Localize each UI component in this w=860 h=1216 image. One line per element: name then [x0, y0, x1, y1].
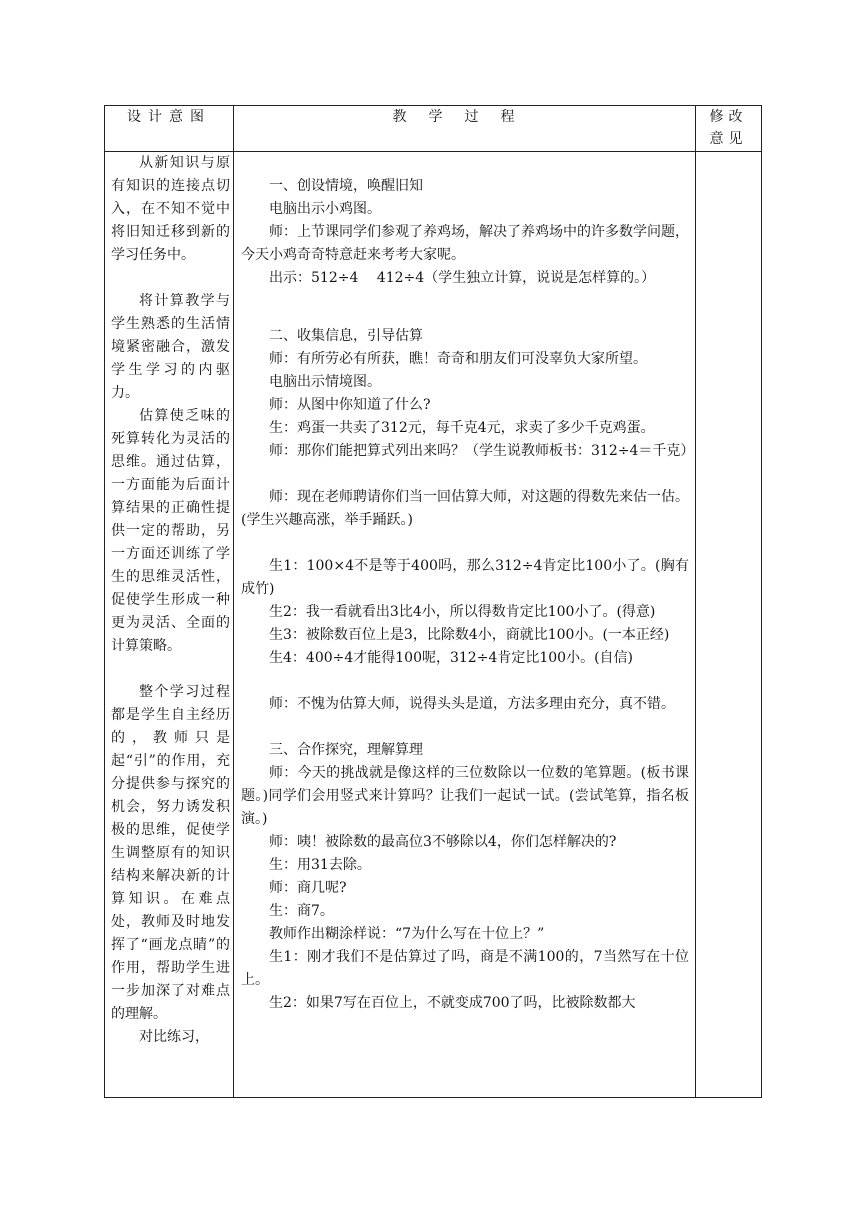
process-line: 生4：400÷4才能得100呢，312÷4肯定比100小。(自信): [269, 650, 633, 666]
process-line: 师：今天的挑战就是像这样的三位数除以一位数的笔算题。(板书课题。)同学们会用竖式来计算吗？让我们一起试一试。(尝试笔算，指名板演。): [241, 765, 689, 827]
process-line: 师：从图中你知道了什么?: [269, 397, 431, 413]
process-line: 师：上节课同学们参观了养鸡场，解决了养鸡场中的许多数学问题，今天小鸡奇奇特意赶来考考大家呢。: [241, 224, 689, 263]
section-heading: 三、合作探究，理解算理: [269, 742, 423, 758]
design-paragraph: 从新知识与原有知识的连接点切入，在不知不觉中将旧知迁移到新的学习任务中。: [111, 155, 230, 263]
process-line: 生1：刚才我们不是估算过了吗，商是不满100的，7当然写在十位上。: [241, 949, 689, 988]
process-line: 生2：我一看就看出3比4小，所以得数肯定比100小了。(得意): [269, 604, 656, 620]
section-heading: 二、收集信息，引导估算: [269, 328, 423, 344]
header-teaching-process: 教学过程: [234, 106, 696, 152]
process-line: 生：用31去除。: [269, 857, 371, 873]
process-line: 电脑出示情境图。: [269, 374, 381, 390]
process-line: 生：鸡蛋一共卖了312元，每千克4元，求卖了多少千克鸡蛋。: [269, 420, 655, 436]
process-line: 师：有所劳必有所获，瞧！奇奇和朋友们可没辜负大家所望。: [269, 351, 647, 367]
table-body-row: [105, 152, 762, 1098]
process-line: 师：商几呢?: [269, 880, 347, 896]
design-paragraph: 将计算教学与学生熟悉的生活情境紧密融合，激发学生学习的内驱力。: [111, 293, 230, 401]
process-line: 电脑出示小鸡图。: [269, 201, 381, 217]
process-line: 教师作出糊涂样说：“7为什么写在十位上？”: [269, 926, 545, 942]
design-intent-cell: [105, 152, 234, 1098]
design-paragraph: 估算使乏味的死算转化为灵活的思维。通过估算，一方面能为后面计算结果的正确性提供一定的帮助，另一方面还训练了学生的思维灵活性，促使学生形成一种更为灵活、全面的计算策略。: [111, 408, 230, 654]
header-revision-line2: 意见: [709, 131, 748, 147]
process-line: 生3：被除数百位上是3，比除数4小，商就比100小。(一本正经): [269, 627, 670, 643]
header-revision-line1: 修改: [709, 109, 748, 125]
header-design-intent: 设计意图: [105, 106, 234, 152]
process-line: 出示：512÷4 412÷4（学生独立计算，说说是怎样算的。）: [269, 270, 656, 286]
header-revision-notes: [696, 106, 762, 152]
teaching-process-column: [234, 152, 695, 1015]
process-line: 师：现在老师聘请你们当一回估算大师，对这题的得数先来估一估。(学生兴趣高涨，举手踊跃。): [241, 489, 689, 528]
process-line: 生1：100×4不是等于400吗，那么312÷4肯定比100小了。(胸有成竹): [241, 558, 689, 597]
design-paragraph: 整个学习过程都是学生自主经历的，教师只是起“引”的作用，充分提供参与探究的机会，努力诱发积极的思维，促使学生调整原有的知识结构来解决新的计算知识。在难点处，教师及时地发挥了“画龙点睛”的作用，帮助学生进一步加深了对难点的理解。: [111, 684, 230, 1022]
section-heading: 一、创设情境，唤醒旧知: [269, 178, 423, 194]
process-line: 师：那你们能把算式列出来吗？（学生说教师板书：312÷4＝千克）: [269, 443, 695, 459]
lesson-plan-table: [104, 105, 762, 1098]
process-line: 生2：如果7写在百位上，不就变成700了吗，比被除数都大: [269, 995, 636, 1011]
revision-notes-cell: [696, 152, 762, 1098]
teaching-process-cell: [234, 152, 696, 1098]
table-header-row: [105, 106, 762, 152]
process-line: 生：商7。: [269, 903, 334, 919]
design-paragraph: 对比练习，: [139, 1029, 209, 1045]
design-intent-column: [105, 152, 233, 1049]
process-line: 师：不愧为估算大师，说得头头是道，方法多理由充分，真不错。: [269, 696, 675, 712]
process-line: 师：咦！被除数的最高位3不够除以4，你们怎样解决的?: [269, 834, 617, 850]
